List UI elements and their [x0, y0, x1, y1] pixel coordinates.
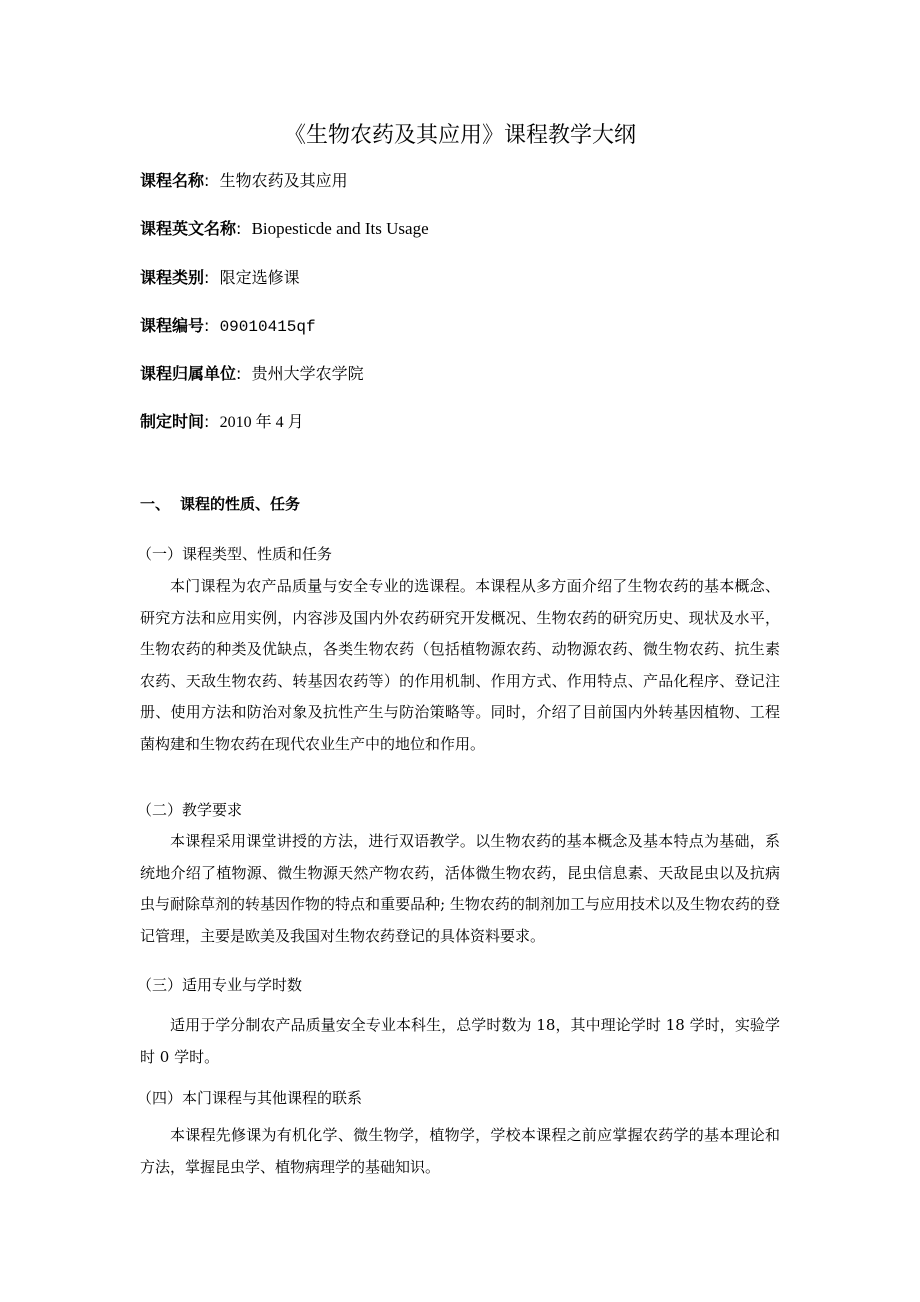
subsection-heading: （二）教学要求: [137, 801, 243, 819]
subsection-paragraph: 适用于学分制农产品质量安全专业本科生，总学时数为 18，其中理论学时 18 学时，实验学时 0 学时。: [140, 1016, 780, 1066]
meta-value: 限定选修课: [219, 268, 300, 287]
section-title: 课程的性质、任务: [180, 495, 301, 513]
meta-label: 课程编号: [140, 316, 205, 335]
meta-separator: :: [236, 364, 242, 383]
section-heading: [140, 493, 300, 515]
meta-label: 制定时间: [140, 412, 205, 431]
subsection-heading: （四）本门课程与其他课程的联系: [137, 1089, 363, 1107]
meta-value: 生物农药及其应用: [219, 171, 348, 190]
meta-value: 2010 年 4 月: [219, 414, 304, 431]
section-number: 一、: [140, 495, 171, 513]
document-title: 《生物农药及其应用》课程教学大纲: [283, 123, 636, 148]
meta-separator: :: [204, 412, 210, 431]
meta-value: 贵州大学农学院: [251, 364, 364, 383]
meta-created-date: [140, 411, 304, 434]
meta-value: Biopesticde and Its Usage: [251, 219, 429, 238]
subsection-paragraph: 本课程先修课为有机化学、微生物学，植物学，学校本课程之前应掌握农药学的基本理论和方法，掌握昆虫学、植物病理学的基础知识。: [140, 1126, 780, 1176]
meta-course-category: [140, 267, 300, 289]
meta-label: 课程类别: [140, 268, 205, 287]
meta-course-name: [140, 170, 348, 192]
subsection-heading: （三）适用专业与学时数: [137, 976, 303, 994]
meta-value: 09010415qf: [219, 318, 316, 336]
meta-label: 课程归属单位: [140, 364, 237, 383]
meta-course-department: [140, 363, 364, 385]
meta-separator: :: [204, 268, 210, 287]
subsection-heading: （一）课程类型、性质和任务: [137, 545, 333, 563]
meta-label: 课程英文名称: [140, 219, 237, 238]
subsection-paragraph: 本课程采用课堂讲授的方法，进行双语教学。以生物农药的基本概念及基本特点为基础，系统地介绍了植物源、微生物源天然产物农药，活体微生物农药，昆虫信息素、天敌昆虫以及抗病虫与耐除草剂的转基因作物的特点和重要品种; 生物农药的制剂加工与应用技术以及生物农药的登记管理，主要是欧美及我国对生物农药登记的具体资料要求。: [140, 832, 780, 945]
subsection-paragraph: 本门课程为农产品质量与安全专业的选课程。本课程从多方面介绍了生物农药的基本概念、研究方法和应用实例，内容涉及国内外农药研究开发概况、生物农药的研究历史、现状及水平，生物农药的种类及优缺点，各类生物农药（包括植物源农药、动物源农药、微生物农药、抗生素农药、天敌生物农药、转基因农药等）的作用机制、作用方式、作用特点、产品化程序、登记注册、使用方法和防治对象及抗性产生与防治策略等。同时，介绍了目前国内外转基因植物、工程菌构建和生物农药在现代农业生产中的地位和作用。: [140, 577, 780, 753]
meta-separator: :: [204, 316, 210, 335]
meta-course-code: [140, 315, 316, 338]
meta-separator: :: [204, 171, 210, 190]
meta-course-english-name: [140, 218, 429, 240]
meta-separator: :: [236, 219, 242, 238]
meta-label: 课程名称: [140, 171, 205, 190]
